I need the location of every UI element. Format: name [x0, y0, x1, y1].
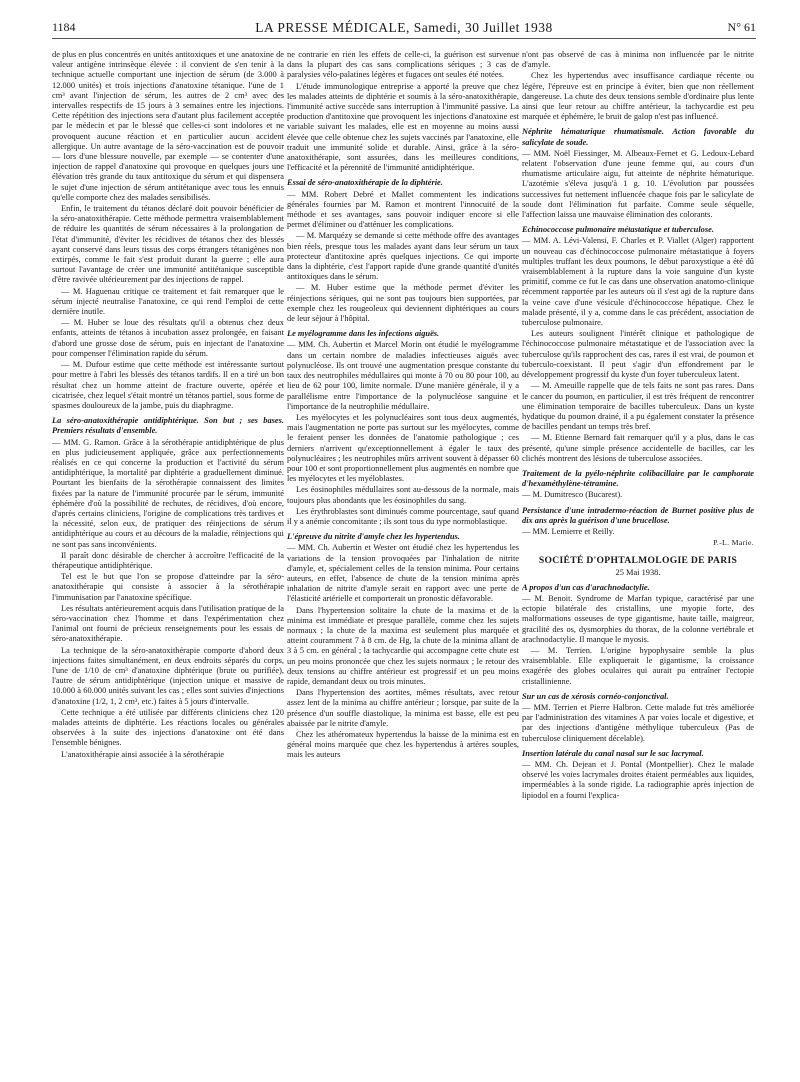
text-column-3	[522, 50, 754, 1070]
paragraph: — M. Dumitresco (Bucarest).	[522, 490, 623, 500]
paragraph: — M. Haguenau critique ce traitement et fait remarquer que le sérum injecté neutralise l'anatoxine, ce qui rend l'emploi de cette dernière inutile.	[52, 286, 284, 317]
paragraph: La technique de la séro-anatoxithérapie comporte d'abord deux injections faites simultanément, en deux endroits séparés du corps, l'une de 1/10 de cm³ d'anatoxine diphtérique (brute ou purifiée), l'autre de sérum antidiphtérique (injection unique et massive de 10.000 à 60.000 unités suivant les cas ; elles sont suivies d'injections d'anatoxine (1/2, 1, 2 cm³, etc.) faites à 5 jours d'intervalle.	[52, 645, 284, 706]
paragraph: Il paraît donc désirable de chercher à accroître l'efficacité de la thérapeutique antidiphtérique.	[52, 550, 284, 570]
paragraph: — MM. Lemierre et Reilly.	[522, 526, 615, 536]
section-heading: Insertion latérale du canal nasal sur le sac lacrymal.	[522, 748, 704, 758]
paragraph: Enfin, le traitement du tétanos déclaré doit pouvoir bénéficier de la séro-anatoxithérapie. Cette méthode permettra vraisemblablement de réduire les quantités de sérum nécessaires à la prolongation de l'état d'immunité, d'éviter les récidives de tétanos chez des blessés ayant conservé dans leurs tissus des corps étrangers tétanigènes non extirpés, comme le fait s'est produit durant la guerre ; elle aura surtout l'avantage de créer une immunité antitétanique susceptible d'être ravivée ultérieurement par des injections de rappel.	[52, 204, 284, 285]
paragraph: Les érythroblastes sont diminués comme pourcentage, sauf quand il y a anémie concomitante ; ils sont tous du type normoblastique.	[287, 506, 519, 526]
section-heading: Sur un cas de xérosis cornéo-conjonctival.	[522, 691, 669, 701]
page-number: 1184	[52, 20, 76, 34]
paragraph: — M. Ameuille rappelle que de tels faits ne sont pas rares. Dans le cancer du poumon, en particulier, il est très fréquent de rencontrer une élimination temporaire de bacilles tuberculeux. Dans un kyste hydatique du poumon drainé, il a pu également constater la présence de bacilles pendant un temps très bref.	[522, 381, 754, 432]
session-date: 25 Mai 1938.	[615, 567, 661, 577]
paragraph: ne contrarie en rien les effets de celle-ci, la guérison est survenue dans la plupart des cas sans complications sériques ; 3 cas de paralysies vélo-palatines légères et fugaces ont seules été notées.	[287, 50, 519, 80]
paragraph: — MM. Terrien et Pierre Halbron. Cette malade fut très améliorée par l'administration des vitamines A par voies locale et digestive, et par des injections d'antigène méthylique tuberculeux (Pas de tuberculose cliniquement décelable).	[522, 702, 754, 743]
journal-title: LA PRESSE MÉDICALE, Samedi, 30 Juillet 1938	[255, 20, 553, 35]
section-heading: Persistance d'une intradermo-réaction de Burnet positive plus de dix ans après la guérison d'une brucellose.	[522, 505, 754, 525]
paragraph: Chez les hypertendus avec insuffisance cardiaque récente ou légère, l'épreuve est en principe à éviter, bien que non réellement dangereuse. La chute des deux tensions semble d'ordinaire plus lente ainsi que leur retour au chiffre antérieur, la tachycardie est peu marquée et éphémère, le bruit de galop n'est pas influencé.	[522, 71, 754, 122]
author-signature: P.-L. Marie.	[713, 538, 754, 548]
paragraph: — MM. Noël Fiessinger, M. Albeaux-Fernet et G. Ledoux-Lebard relatent l'observation d'une jeune femme qui, au cours d'un rhumatisme articulaire aigu, fut atteinte de néphrite hématurique. L'azotémie s'éleva jusqu'à 1 g. 10. L'évolution par poussées successives fut nettement influencée chaque fois par le salicylate de soude dont l'élimination fut parfaite. Comme seule séquelle, l'affection laissa une mauvaise élimination des colorants.	[522, 148, 754, 220]
paragraph: Chez les athéromateux hypertendus la baisse de la minima est en général moins marquée que chez les hypertendus à artères souples, mais les auteurs	[287, 730, 519, 760]
section-heading: Essai de séro-anatoxithérapie de la diphtérie.	[287, 178, 443, 188]
paragraph: — M. Dufour estime que cette méthode est intéressante surtout pour mettre à l'abri les blessés des tétanos tardifs. Il en a tiré un bon résultat chez un homme atteint de fracture ouverte, opérée et cicatrisée, chez lequel s'était montré un tétanos partiel, sous forme de spasmes douloureux de la jambe, puis du diaphragme.	[52, 360, 284, 410]
paragraph: n'ont pas observé de cas à minima non influencée par le nitrite d'amyle.	[522, 50, 754, 70]
paragraph: — M. Etienne Bernard fait remarquer qu'il y a plus, dans le cas présenté, qu'une simple présence accidentelle de bacilles, car les clichés montrent des lésions de tuberculose associées.	[522, 433, 754, 463]
section-heading: Traitement de la pyélo-néphrite colibacillaire par le camphorate d'hexaméthylène-tétramine.	[522, 468, 754, 489]
paragraph: — M. Huber se loue des résultats qu'il a obtenus chez deux enfants, atteints de tétanos à incubation assez prolongée, en faisant d'abord une grosse dose de sérum, puis en injectant de l'anatoxine pour compenser l'élimination rapide du sérum.	[52, 318, 284, 358]
section-heading: Néphrite hématurique rhumatismale. Action favorable du salicylate de soude.	[522, 127, 754, 147]
paragraph: L'anatoxithérapie ainsi associée à la sérothérapie	[61, 749, 225, 759]
paragraph: L'étude immunologique entreprise a apporté la preuve que chez les malades atteints de diphtérie et soumis à la séro-anatoxithérapie, l'immunité active succède sans interruption à l'immunité passive. La production d'antitoxine que provoquent les injections d'anatoxine est variable suivant les malades, elle est en moyenne au moins aussi élevée que celle obtenue chez les sujets vaccinés par l'anatoxine, elle traduit une immunité solide et durable. Ainsi, grâce à la séro-anatoxithérapie, sont assurées, dans les meilleures conditions, l'efficacité et la pérennité de l'immunité antidiphtérique.	[287, 81, 519, 173]
paragraph: — MM. A. Lévi-Valensi, F. Charles et P. Viallet (Alger) rapportent un nouveau cas d'échinococcose pulmonaire métastatique à foyers multiples truffant les deux poumons, le début paroxystique a été dû vraisemblablement à la rupture dans la voie sanguine d'un kyste primitif, comme ce fut le cas dans une observation anatomo-clinique récemment rapportée par les auteurs où il s'est agi de la rupture dans la veine cave d'une vésicule d'échinococcose hépatique. Chez le malade présenté, il y a, comme dans le cas précédent, association de tuberculose pulmonaire.	[522, 236, 754, 328]
issue-number: N° 61	[727, 20, 756, 34]
paragraph: Les éosinophiles médullaires sont au-dessous de la normale, mais toujours plus abondants que les éosinophiles du sang.	[287, 485, 519, 505]
page-header	[52, 18, 756, 39]
section-heading: Echinococcose pulmonaire métastatique et tuberculose.	[522, 225, 714, 235]
paragraph: Dans l'hypertension solitaire la chute de la maxima et de la minima est immédiate et presque parallèle, comme chez les sujets normaux ; la chute de la maxima est seulement plus marquée et atteint couramment 7 à 8 cm. de Hg, la chute de la minima allant de 3 à 5 cm. en général ; la tachycardie qui accompagne cette chute est un peu moins prononcée que chez les sujets normaux ; le retour des deux tensions au chiffre antérieur est progressif et un peu moins rapide, demandant deux ou trois minutes.	[287, 605, 519, 686]
text-column-1	[52, 50, 284, 1070]
section-heading: La séro-anatoxithérapie antidiphtérique. Son but ; ses bases. Premiers résultats d'ensemble.	[52, 416, 284, 436]
paragraph: — MM. Robert Debré et Mallet commentent les indications générales fournies par M. Ramon et montrent l'innocuité de la méthode et ses avantages, sans pouvoir indiquer encore si elle permet d'éliminer ou d'atténuer les complications.	[287, 189, 519, 230]
paragraph: — MM. G. Ramon. Grâce à la sérothérapie antidiphtérique de plus en plus judicieusement appliquée, grâce aux perfectionnements réalisés en ce qui concerne la production et l'activité du sérum antidiphtérique, la mortalité par diphtérie a graduellement diminué. Pourtant les bienfaits de la sérothérapie connaissent des limites fixées par la nature de l'immunité procurée par le sérum, immunité éphémère d'où la possibilité de rechutes, de récidives, d'où encore, d'après certains cliniciens, l'origine de complications très tardives et la nécessité, selon eux, de pratiquer des réinjections de sérum antidiphtérique au cours et au décours de la maladie, réinjections qui ne sont pas sans inconvénients.	[52, 437, 284, 549]
paragraph: Cette technique a été utilisée par différents cliniciens chez 120 malades atteints de diphtérie. Les réactions locales ou générales observées à la suite des injections d'anatoxine ont été dans l'ensemble bénignes.	[52, 707, 284, 748]
text-column-2	[287, 50, 519, 1070]
paragraph: Les myélocytes et les polynucléaires sont tous deux augmentés, mais l'augmentation ne porte pas surtout sur les myélocytes, comme le feraient penser les données de l'anatomie pathologique ; ces derniers n'arrivent qu'exceptionnellement à égaler le taux des polynucléaires ; les neutrophiles mûrs arrivent souvent à dépasser 60 pour 100 et sont proportionnellement plus augmentés en nombre que les myélocytes et les myéloblastes.	[287, 412, 519, 484]
paragraph: — M. Terrien. L'origine hypophysaire semble la plus vraisemblable. Elle expliquerait le gigantisme, la croissance exagérée des globes oculaires qui aurait pu entraîner l'ectopie cristallinienne.	[522, 645, 754, 686]
paragraph: — MM. Ch. Aubertin et Marcel Morin ont étudié le myélogramme dans un certain nombre de maladies infectieuses aiguës avec polynucléose. Ils ont trouvé une augmentation presque constante du taux des neutrophiles médullaires qui monte à 70 ou 80 pour 100, au lieu de 62 pour 100, limite normale. D'une manière générale, il y a parallélisme entre l'importance de la polynucléose sanguine et l'importance de la neutrophilie médullaire.	[287, 340, 519, 411]
paragraph: Les résultats antérieurement acquis dans l'utilisation pratique de la séro-vaccination chez l'homme et dans l'expérimentation chez l'animal ont fourni de précieux renseignements pour les essais de séro-anatoxithérapie.	[52, 603, 284, 644]
paragraph: Tel est le but que l'on se propose d'atteindre par la séro-anatoxithérapie qui consiste à associer à la sérothérapie l'immunisation par l'anatoxine spécifique.	[52, 572, 284, 602]
society-heading: SOCIÉTÉ D'OPHTALMOLOGIE DE PARIS	[538, 555, 738, 567]
paragraph: — M. Huber estime que la méthode permet d'éviter les réinjections sériques, qui ne sont pas toujours bien supportées, par exemple chez les rougeoleux qui deviennent diphtériques au cours de leur séjour à l'hôpital.	[287, 283, 519, 324]
paragraph: Les auteurs soulignent l'intérêt clinique et pathologique de l'échinococcose pulmonaire métastatique et de l'association avec la tuberculose qu'ils rapprochent des cas, rares il est vrai, de poumon et tuberculo-coexistant. Il peut s'agir d'un effondrement par le développement progressif du kyste d'un foyer tuberculeux latent.	[522, 329, 754, 380]
section-heading: A propos d'un cas d'arachnodactylie.	[522, 582, 650, 592]
paragraph: de plus en plus concentrés en unités antitoxiques et une anatoxine de valeur antigène intrinsèque élevée : il convient de s'en tenir à la technique actuelle comportant une injection de sérum (de 3.000 à 12.000 unités) et trois injections d'anatoxine tétanique. l'une de 1 cm³ avant l'injection de sérum, les autres de 2 cm³ avec des intervalles respectifs de 15 jours à 3 semaines entre les injections. Cette répétition des injections sera d'autant plus facilement acceptée par le médecin et par le blessé que celles-ci sont indolores et ne provoquent aucune réaction et en particulier aucun accident allergique. Un autre avantage de la séro-vaccination est de pouvoir — lors d'une blessure nouvelle, par exemple — se contenter d'une injection de rappel d'anatoxine qui provoque en quelques jours une élévation très grande du taux antitoxique du sérum et qui dispensera le sujet d'une injection de sérum antitétanique avec tous les ennuis qu'elle comporte chez des malades sensibilisés.	[52, 50, 284, 202]
paragraph: — M. Benoit. Syndrome de Marfan typique, caractérisé par une ectopie bilatérale des cristallins, une myopie forte, des malformations osseuses de type gigantisme, haute taille, maigreur, gracilité des os, dysmorphies du thorax, de la colonne vertébrale et arachnodactylie. Il manque le myosis.	[522, 593, 754, 644]
paragraph: — MM. Ch. Dejean et J. Pontal (Montpellier). Chez le malade observé les voies lacrymales droites étaient perméables aux liquides, imperméables à la sonde rigide. La radiographie après injection de lipiodol en a fourni l'explica-	[522, 760, 754, 800]
section-heading: Le myélogramme dans les infections aiguës.	[287, 329, 440, 339]
paragraph: — M. Marquézy se demande si cette méthode offre des avantages bien réels, presque tous les malades ayant dans leur sérum un taux protecteur d'antitoxine après quelques injections. Ce qui importe dans la diphtérie, c'est l'apport rapide d'une grande quantité d'unités antitoxiques dans le sérum.	[287, 231, 519, 282]
section-heading: L'épreuve du nitrite d'amyle chez les hypertendus.	[287, 532, 460, 542]
paragraph: — MM. Ch. Aubertin et Wester ont étudié chez les hypertendus les variations de la tension provoquées par l'inhalation de nitrite d'amyle, et, spécialement celles de la tension minima. Pour certains auteurs, en effet, l'absence de chute de la tension minima après inhalation de nitrite d'amyle serait en rapport avec une perte de l'élasticité artérielle et comporterait un pronostic défavorable.	[287, 543, 519, 604]
paragraph: Dans l'hypertension des aortites, mêmes résultats, avec retour assez lent de la minima au chiffre antérieur ; lorsque, par suite de la présence d'un souffle diastolique, la minima est basse, elle est peu abaissée par le nitrite d'amyle.	[287, 688, 519, 728]
